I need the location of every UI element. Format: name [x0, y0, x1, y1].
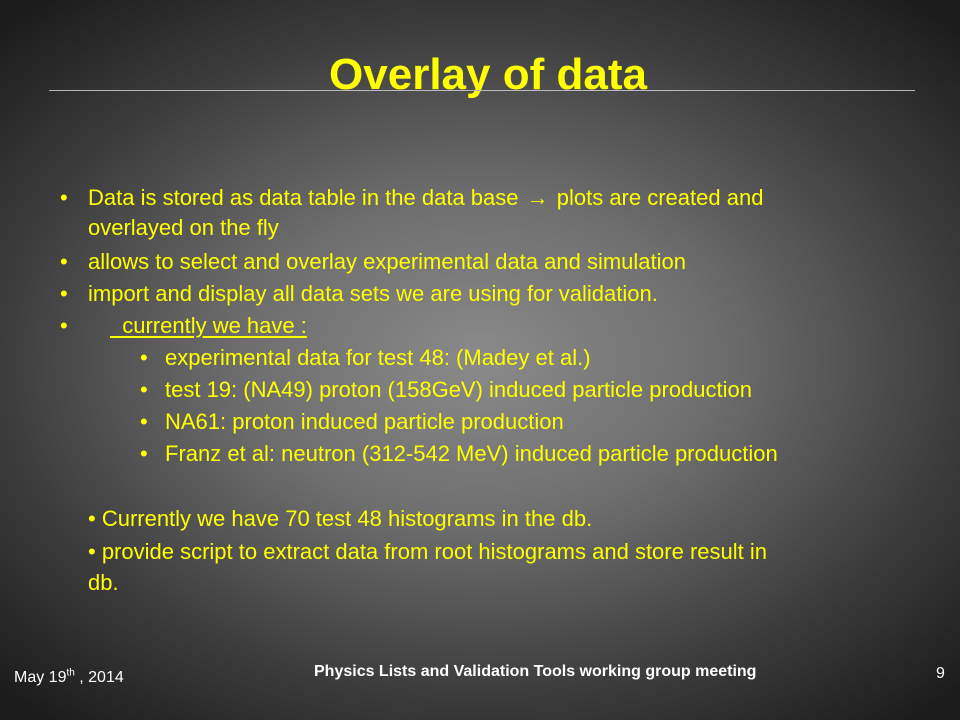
sub-bullet-dot: •: [140, 377, 148, 402]
bullet-dot: •: [60, 249, 68, 274]
sub-bullet-2: test 19: (NA49) proton (158GeV) induced particle production: [165, 377, 752, 402]
bullet-3: import and display all data sets we are using for validation.: [88, 281, 658, 306]
bullet-1-text-before: Data is stored as data table in the data base: [88, 185, 525, 210]
sub-bullet-dot: •: [140, 409, 148, 434]
note-line-1: • Currently we have 70 test 48 histograms in the db.: [88, 506, 593, 531]
bullet-dot: •: [60, 281, 68, 306]
bullet-dot: •: [60, 185, 68, 210]
bullet-dot: •: [60, 313, 68, 338]
title-divider: [49, 90, 915, 91]
arrow-right-icon: →: [526, 185, 549, 210]
footer-date-suffix: , 2014: [74, 669, 124, 686]
bullet-2: allows to select and overlay experimental data and simulation: [88, 249, 686, 274]
slide-title: Overlay of data: [329, 50, 647, 99]
footer-date-sup: th: [66, 667, 75, 679]
sub-bullet-3: NA61: proton induced particle production: [165, 409, 564, 434]
note-line-2: • provide script to extract data from root histograms and store result in: [88, 539, 767, 564]
sub-bullet-dot: •: [140, 345, 148, 370]
sub-bullet-dot: •: [140, 441, 148, 466]
sub-bullet-1: experimental data for test 48: (Madey et al.): [165, 345, 591, 370]
footer-date-prefix: May 19: [14, 669, 67, 686]
bullet-1-line-2: overlayed on the fly: [88, 215, 279, 240]
bullet-1-line-1: [88, 183, 763, 213]
bullet-4: currently we have :: [110, 313, 307, 338]
footer-date: [14, 668, 124, 688]
note-line-3: db.: [88, 570, 119, 595]
bullet-1-text-after: plots are created and: [550, 185, 764, 210]
sub-bullet-4: Franz et al: neutron (312-542 MeV) induced particle production: [165, 441, 778, 466]
page-number: 9: [936, 665, 945, 682]
footer-meeting-name: Physics Lists and Validation Tools working group meeting: [314, 663, 757, 680]
